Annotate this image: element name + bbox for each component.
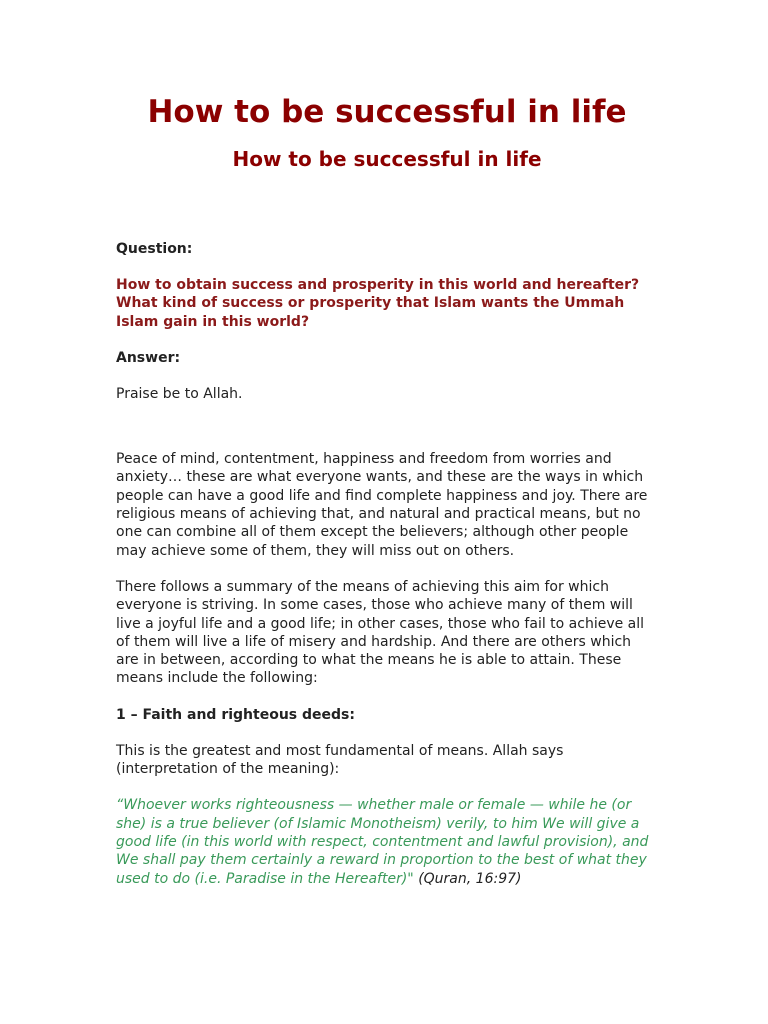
quote-text: “Whoever works righteousness — whether male or female — while he (or she) is a true believer (of Islamic Monotheism) verily, to him We will give a good life (in this world with respect, contentment and lawful provision), and We shall pay them certainly a reward in proportion to the best of what they used to do (i.e. Paradise in the Hereafter)" — [116, 797, 649, 887]
paragraph-1: Peace of mind, contentment, happiness and freedom from worries and anxiety… these are what everyone wants, and these are the ways in which people can have a good life and find complete happiness and joy. There are religious means of achieving that, and natural and practical means, but no one can combine all of them except the believers; although other people may achieve some of them, they will miss out on others. — [116, 451, 648, 559]
paragraph-2: There follows a summary of the means of achieving this aim for which everyone is striving. In some cases, those who achieve many of them will live a joyful life and a good life; in other cases, those who fail to achieve all of them will live a life of misery and hardship. And there are others which are in between, according to what the means he is able to attain. These means include the following: — [116, 578, 645, 687]
praise-text: Praise be to Allah. — [116, 385, 243, 402]
paragraph-3: This is the greatest and most fundamental of means. Allah says (interpretation of the meaning): — [116, 742, 564, 778]
section-1-heading: 1 – Faith and righteous deeds: — [116, 706, 355, 723]
question-text: How to obtain success and prosperity in this world and hereafter? What kind of success or prosperity that Islam wants the Ummah Islam gain in this world? — [116, 277, 640, 330]
question-label: Question: — [116, 241, 193, 257]
page-subtitle: How to be successful in life — [232, 147, 542, 171]
quran-quote — [116, 796, 658, 887]
page-title: How to be successful in life — [147, 94, 627, 130]
answer-label: Answer: — [116, 349, 181, 366]
quote-reference: (Quran, 16:97) — [413, 870, 522, 887]
